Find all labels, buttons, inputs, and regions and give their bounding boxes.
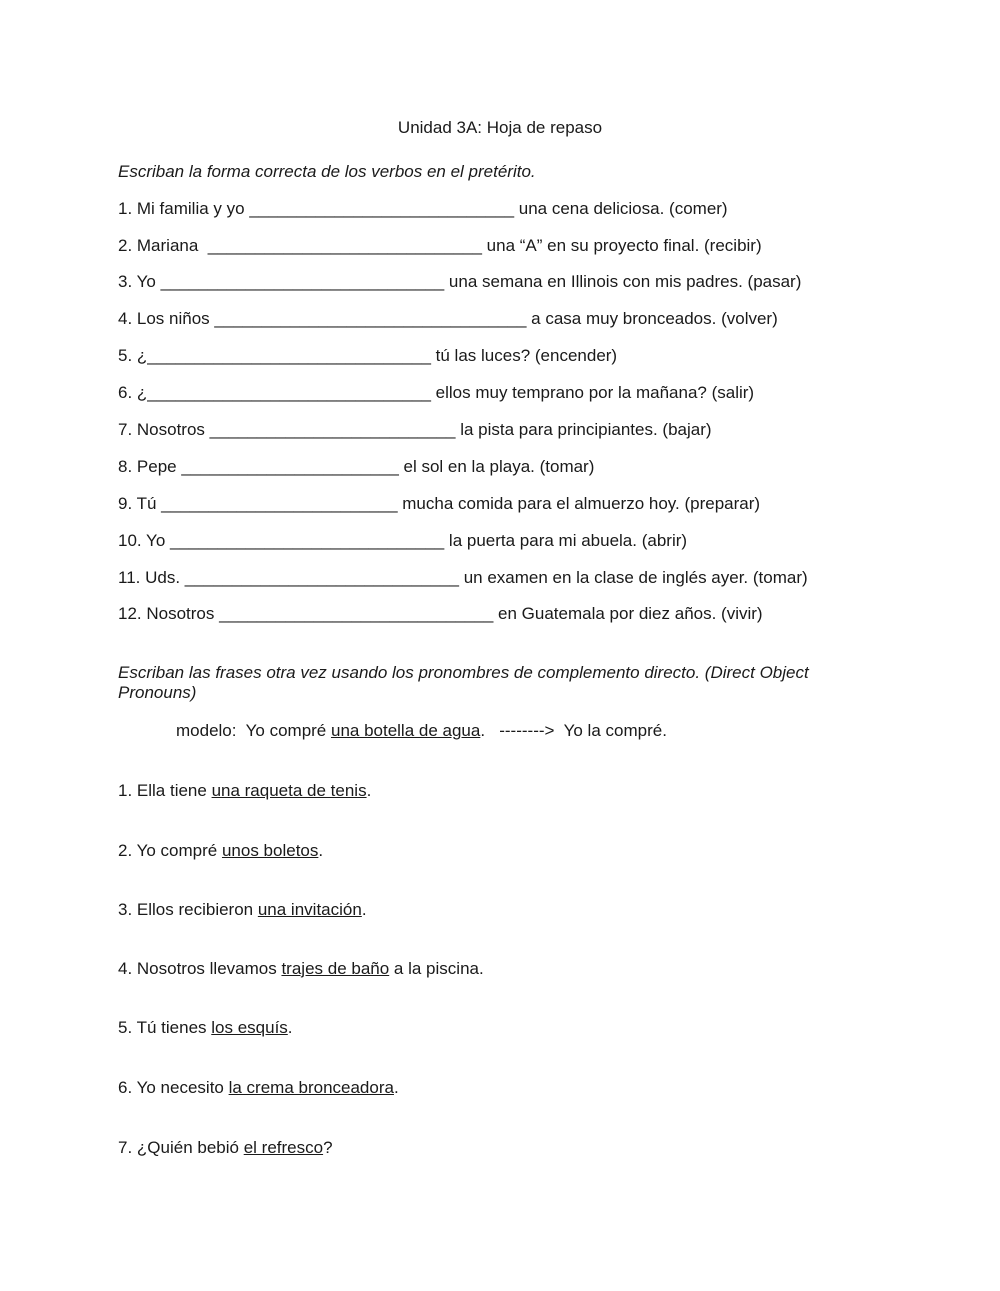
- verb-item: [118, 383, 754, 403]
- item-suffix: en Guatemala por diez años. (vivir): [493, 604, 763, 623]
- answer-blank[interactable]: ______________________________: [147, 383, 431, 402]
- item-prefix: 2. Yo compré: [118, 841, 222, 860]
- pronoun-item: [118, 900, 367, 920]
- answer-blank[interactable]: _____________________________: [184, 568, 459, 587]
- item-suffix: .: [366, 781, 372, 800]
- answer-blank[interactable]: _______________________: [181, 457, 399, 476]
- item-suffix: .: [318, 841, 324, 860]
- pronoun-item: [118, 1138, 333, 1158]
- page-title: Unidad 3A: Hoja de repaso: [397, 118, 603, 137]
- verb-item: [118, 568, 808, 588]
- item-suffix: a la piscina.: [389, 959, 484, 978]
- item-suffix: ?: [323, 1138, 333, 1157]
- answer-blank[interactable]: ______________________________: [160, 272, 445, 291]
- item-prefix: 6. Yo necesito: [118, 1078, 229, 1097]
- verb-item: [118, 309, 778, 329]
- item-prefix: 6. ¿: [118, 383, 148, 402]
- direct-object: los esquís: [211, 1018, 288, 1037]
- section2-instruction: Escriban las frases otra vez usando los pronombres de complemento directo. (Direct Object Pronouns): [118, 663, 809, 702]
- item-prefix: 3. Ellos recibieron: [118, 900, 258, 919]
- answer-blank[interactable]: _________________________: [161, 494, 398, 513]
- direct-object: el refresco: [243, 1138, 324, 1157]
- model-prefix: modelo: Yo compré: [176, 721, 331, 740]
- item-prefix: 10. Yo: [118, 531, 171, 550]
- answer-blank[interactable]: _____________________________: [170, 531, 445, 550]
- verb-item: [118, 420, 712, 440]
- direct-object: trajes de baño: [281, 959, 390, 978]
- item-prefix: 1. Ella tiene: [118, 781, 212, 800]
- verb-item: [118, 272, 801, 292]
- item-suffix: tú las luces? (encender): [430, 346, 618, 365]
- item-suffix: .: [393, 1078, 399, 1097]
- verb-item: [118, 346, 617, 366]
- item-prefix: 9. Tú: [118, 494, 162, 513]
- verb-item: [118, 236, 762, 256]
- item-prefix: 5. ¿: [118, 346, 148, 365]
- item-prefix: 4. Nosotros llevamos: [118, 959, 282, 978]
- item-prefix: 5. Tú tienes: [118, 1018, 212, 1037]
- verb-item: [118, 199, 728, 219]
- item-prefix: 2. Mariana: [118, 236, 208, 255]
- item-suffix: a casa muy bronceados. (volver): [526, 309, 778, 328]
- answer-blank[interactable]: ______________________________: [147, 346, 431, 365]
- item-suffix: una cena deliciosa. (comer): [514, 199, 728, 218]
- item-prefix: 7. ¿Quién bebió: [118, 1138, 244, 1157]
- verb-item: [118, 531, 687, 551]
- item-prefix: 12. Nosotros: [118, 604, 220, 623]
- direct-object: una raqueta de tenis: [211, 781, 367, 800]
- answer-blank[interactable]: ____________________________: [249, 199, 515, 218]
- item-prefix: 4. Los niños: [118, 309, 215, 328]
- item-prefix: 8. Pepe: [118, 457, 182, 476]
- item-prefix: 1. Mi familia y yo: [118, 199, 250, 218]
- item-suffix: .: [361, 900, 367, 919]
- verb-item: [118, 457, 594, 477]
- item-prefix: 3. Yo: [118, 272, 161, 291]
- answer-blank[interactable]: __________________________: [209, 420, 456, 439]
- item-prefix: 7. Nosotros: [118, 420, 210, 439]
- answer-blank[interactable]: _____________________________: [207, 236, 482, 255]
- pronoun-item: [118, 959, 484, 979]
- section1-instruction: Escriban la forma correcta de los verbos en el pretérito.: [118, 162, 536, 181]
- item-prefix: 11. Uds.: [118, 568, 185, 587]
- item-suffix: el sol en la playa. (tomar): [398, 457, 595, 476]
- item-suffix: ellos muy temprano por la mañana? (salir): [430, 383, 755, 402]
- verb-item: [118, 604, 763, 624]
- pronoun-item: [118, 1078, 399, 1098]
- item-suffix: una semana en Illinois con mis padres. (pasar): [444, 272, 802, 291]
- answer-blank[interactable]: _________________________________: [214, 309, 527, 328]
- item-suffix: mucha comida para el almuerzo hoy. (preparar): [397, 494, 761, 513]
- item-suffix: la pista para principiantes. (bajar): [455, 420, 712, 439]
- model-suffix: . --------> Yo la compré.: [480, 721, 667, 740]
- direct-object: unos boletos: [221, 841, 319, 860]
- item-suffix: un examen en la clase de inglés ayer. (tomar): [458, 568, 808, 587]
- model-underlined: una botella de agua: [330, 721, 481, 740]
- pronoun-item: [118, 841, 323, 861]
- verb-item: [118, 494, 760, 514]
- direct-object: la crema bronceadora: [228, 1078, 394, 1097]
- pronoun-item: [118, 781, 371, 801]
- pronoun-item: [118, 1018, 293, 1038]
- model-example: [176, 721, 667, 741]
- item-suffix: una “A” en su proyecto final. (recibir): [481, 236, 762, 255]
- item-suffix: la puerta para mi abuela. (abrir): [444, 531, 688, 550]
- answer-blank[interactable]: _____________________________: [219, 604, 494, 623]
- direct-object: una invitación: [257, 900, 362, 919]
- item-suffix: .: [287, 1018, 293, 1037]
